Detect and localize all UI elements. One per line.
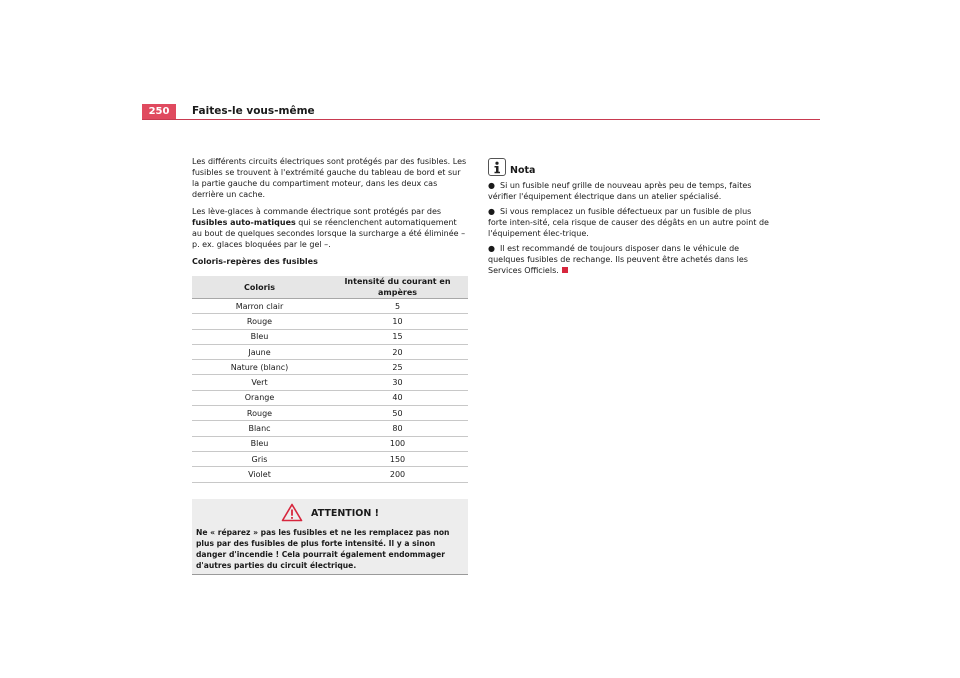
table-row [192, 390, 468, 405]
amperage-cell: 5 [327, 299, 468, 314]
note-item: ● Si un fusible neuf grille de nouveau après peu de temps, faites vérifier l'équipement électrique dans un atelier spécialisé. [488, 181, 752, 201]
auto-fuse-paragraph: Les lève-glaces à commande électrique sont protégés par des fusibles auto-matiques qui se réenclenchent automatiquement au bout de quelques secondes lorsque la surcharge a été éliminée – p. ex. glaces bloquées par le gel –. [192, 207, 466, 249]
warning-text: Ne « réparez » pas les fusibles et ne les remplacez pas non plus par des fusibles de plus forte intensité. Il y a sinon danger d'incendie ! Cela pourrait également endommager d'autres parties du circuit électrique. [196, 527, 450, 570]
amperage-cell: 100 [327, 436, 468, 451]
warning-title: ATTENTION ! [311, 508, 379, 520]
table-row [192, 375, 468, 390]
warning-header [196, 504, 464, 524]
warning-triangle-icon [281, 503, 303, 525]
amperage-cell: 80 [327, 421, 468, 436]
table-header-row [192, 276, 468, 299]
color-cell: Vert [192, 375, 327, 390]
intro-paragraph: Les différents circuits électriques sont protégés par des fusibles. Les fusibles se trouvent à l'extrémité gauche du tableau de bord et sur la partie gauche du compartiment moteur, dans les deux cas derrière un cache. [192, 157, 467, 199]
table-row [192, 360, 468, 375]
left-column [192, 156, 468, 575]
warning-box [192, 499, 468, 575]
note-item: ● Il est recommandé de toujours disposer dans le véhicule de quelques fusibles de rechange. Ils peuvent être achetés dans les Services Officiels. [488, 244, 748, 275]
page-number: 250 [142, 104, 176, 119]
table-row [192, 314, 468, 329]
amperage-cell: 150 [327, 451, 468, 466]
column-header-color: Coloris [192, 276, 327, 299]
amperage-cell: 20 [327, 344, 468, 359]
color-cell: Bleu [192, 329, 327, 344]
table-row [192, 344, 468, 359]
right-column [488, 156, 770, 280]
table-row [192, 299, 468, 314]
color-cell: Marron clair [192, 299, 327, 314]
amperage-cell: 50 [327, 406, 468, 421]
table-row [192, 329, 468, 344]
column-header-amperage: Intensité du courant en ampères [327, 276, 468, 299]
color-cell: Violet [192, 467, 327, 482]
table-row [192, 467, 468, 482]
color-cell: Nature (blanc) [192, 360, 327, 375]
bullet-icon: ● [488, 181, 495, 190]
color-cell: Rouge [192, 314, 327, 329]
color-cell: Jaune [192, 344, 327, 359]
bullet-icon: ● [488, 207, 495, 216]
header-rule [142, 119, 820, 120]
color-cell: Bleu [192, 436, 327, 451]
bullet-icon: ● [488, 244, 495, 253]
table-row [192, 421, 468, 436]
color-cell: Blanc [192, 421, 327, 436]
page-title: Faites-le vous-même [192, 105, 315, 117]
amperage-cell: 200 [327, 467, 468, 482]
auto-fuse-term: fusibles auto-matiques [192, 218, 296, 227]
amperage-cell: 30 [327, 375, 468, 390]
amperage-cell: 40 [327, 390, 468, 405]
table-row [192, 436, 468, 451]
end-of-section-icon [562, 267, 568, 273]
amperage-cell: 15 [327, 329, 468, 344]
table-row [192, 406, 468, 421]
fuse-colors-heading: Coloris-repères des fusibles [192, 257, 318, 266]
amperage-cell: 10 [327, 314, 468, 329]
info-icon [488, 158, 506, 176]
note-title: Nota [510, 165, 536, 176]
color-cell: Gris [192, 451, 327, 466]
color-cell: Orange [192, 390, 327, 405]
amperage-cell: 25 [327, 360, 468, 375]
fuse-color-table [192, 276, 468, 483]
note-header [488, 156, 770, 176]
color-cell: Rouge [192, 406, 327, 421]
table-row [192, 451, 468, 466]
note-item: ● Si vous remplacez un fusible défectueux par un fusible de plus forte inten-sité, cela risque de causer des dégâts en un autre point de l'équipement élec-trique. [488, 207, 769, 238]
